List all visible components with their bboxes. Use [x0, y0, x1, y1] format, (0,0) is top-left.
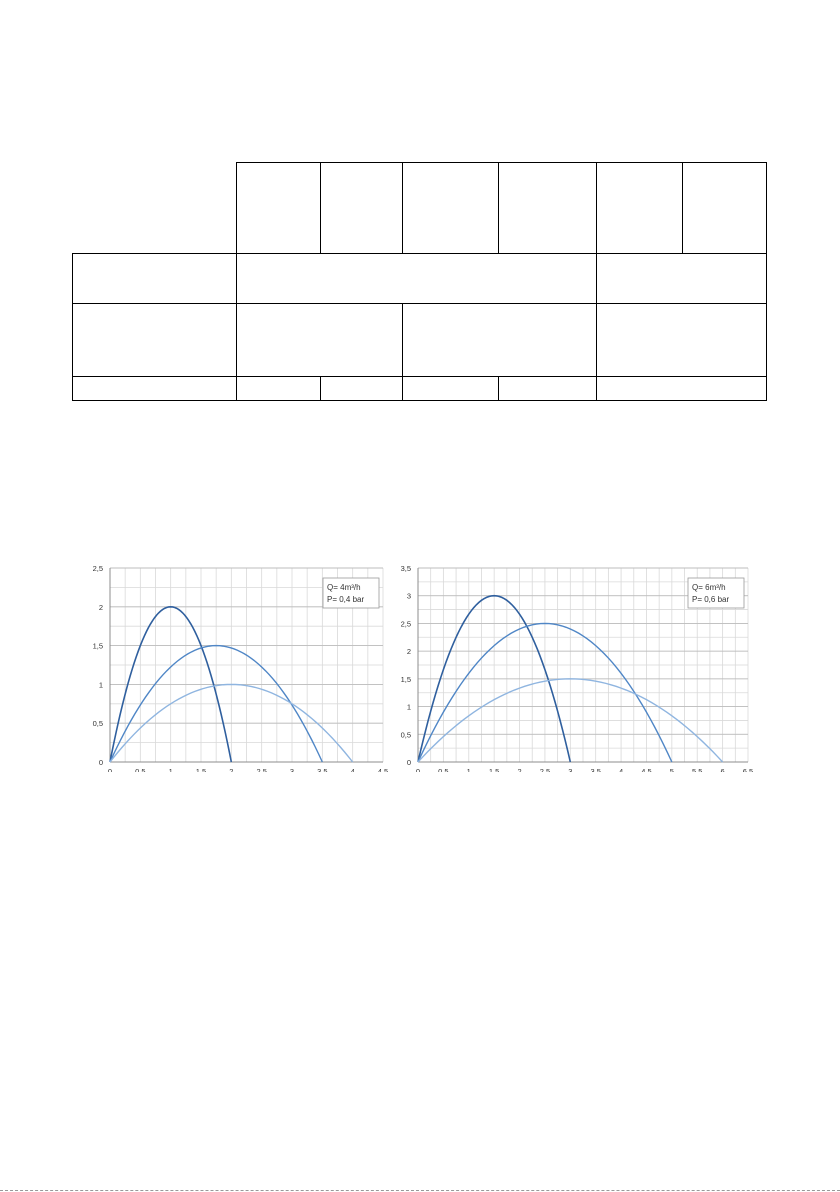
x-tick-label: 4: [350, 767, 355, 772]
table-cell: [597, 163, 683, 254]
x-tick-label: 1,5: [195, 767, 207, 772]
x-tick-label: 0: [415, 767, 421, 772]
x-tick-label: 2,5: [539, 767, 551, 772]
y-tick-label: 3,5: [400, 564, 411, 573]
y-tick-label: 2,5: [92, 564, 103, 573]
y-tick-label: 2,5: [400, 619, 411, 629]
y-tick-label: 1,5: [92, 641, 103, 651]
x-tick-label: 4,5: [641, 767, 652, 772]
table-cell: [597, 377, 767, 401]
table-cell: [403, 304, 597, 377]
x-tick-label: 6: [720, 767, 725, 772]
table-header-row: [73, 163, 767, 254]
table-cell: [237, 254, 597, 304]
pressure-label: P= 0,4 bar: [327, 595, 365, 604]
table-cell: [73, 304, 237, 377]
y-tick-label: 0: [406, 758, 411, 767]
x-tick-label: 0: [107, 767, 113, 772]
table-cell: [403, 377, 499, 401]
y-tick-label: 3: [406, 591, 411, 601]
x-tick-label: 3: [568, 767, 573, 772]
x-tick-label: 6,5: [742, 767, 754, 772]
table-cell: [683, 163, 767, 254]
table-row: [73, 254, 767, 304]
x-tick-label: 2,5: [256, 767, 267, 772]
page-bottom-rule: [0, 1190, 840, 1191]
table-row: [73, 377, 767, 401]
table-cell: [499, 163, 597, 254]
y-tick-label: 2: [98, 602, 103, 612]
y-tick-label: 1,5: [400, 674, 411, 684]
x-tick-label: 2: [229, 767, 234, 772]
table-cell: [237, 163, 321, 254]
table-cell: [321, 377, 403, 401]
x-tick-label: 4: [618, 767, 624, 772]
table-cell: [237, 304, 403, 377]
y-tick-label: 0,5: [400, 730, 411, 740]
x-tick-label: 4,5: [377, 767, 389, 772]
table-cell: [597, 304, 767, 377]
y-tick-label: 2: [406, 647, 411, 657]
table-cell: [237, 377, 321, 401]
x-tick-label: 1,5: [488, 767, 500, 772]
flow-rate-label: Q= 6m³/h: [692, 583, 726, 592]
table-cell: [403, 163, 499, 254]
flow-rate-label: Q= 4m³/h: [327, 583, 361, 592]
x-tick-label: 5: [669, 767, 674, 772]
table-cell: [73, 377, 237, 401]
y-tick-label: 1: [406, 702, 411, 712]
table-cell: [321, 163, 403, 254]
table-row: [73, 304, 767, 377]
pressure-label: P= 0,6 bar: [692, 595, 730, 604]
y-tick-label: 0,5: [92, 719, 103, 729]
y-tick-label: 1: [98, 680, 103, 690]
x-tick-label: 0,5: [438, 767, 449, 772]
x-tick-label: 3,5: [317, 767, 328, 772]
x-tick-label: 2: [517, 767, 522, 772]
trajectory-chart-right: [384, 558, 756, 772]
table-corner: [73, 163, 237, 254]
y-tick-label: 0: [98, 758, 103, 767]
table-cell: [597, 254, 767, 304]
chart-svg-right: [384, 558, 756, 772]
table-cell: [499, 377, 597, 401]
x-tick-label: 3,5: [590, 767, 601, 772]
data-table: [72, 162, 767, 401]
table-cell: [73, 254, 237, 304]
chart-svg-left: [78, 558, 392, 772]
trajectory-chart-left: [78, 558, 392, 772]
x-tick-label: 0,5: [135, 767, 146, 772]
x-tick-label: 1: [168, 767, 173, 772]
x-tick-label: 5,5: [692, 767, 703, 772]
x-tick-label: 3: [289, 767, 295, 772]
x-tick-label: 1: [466, 767, 471, 772]
